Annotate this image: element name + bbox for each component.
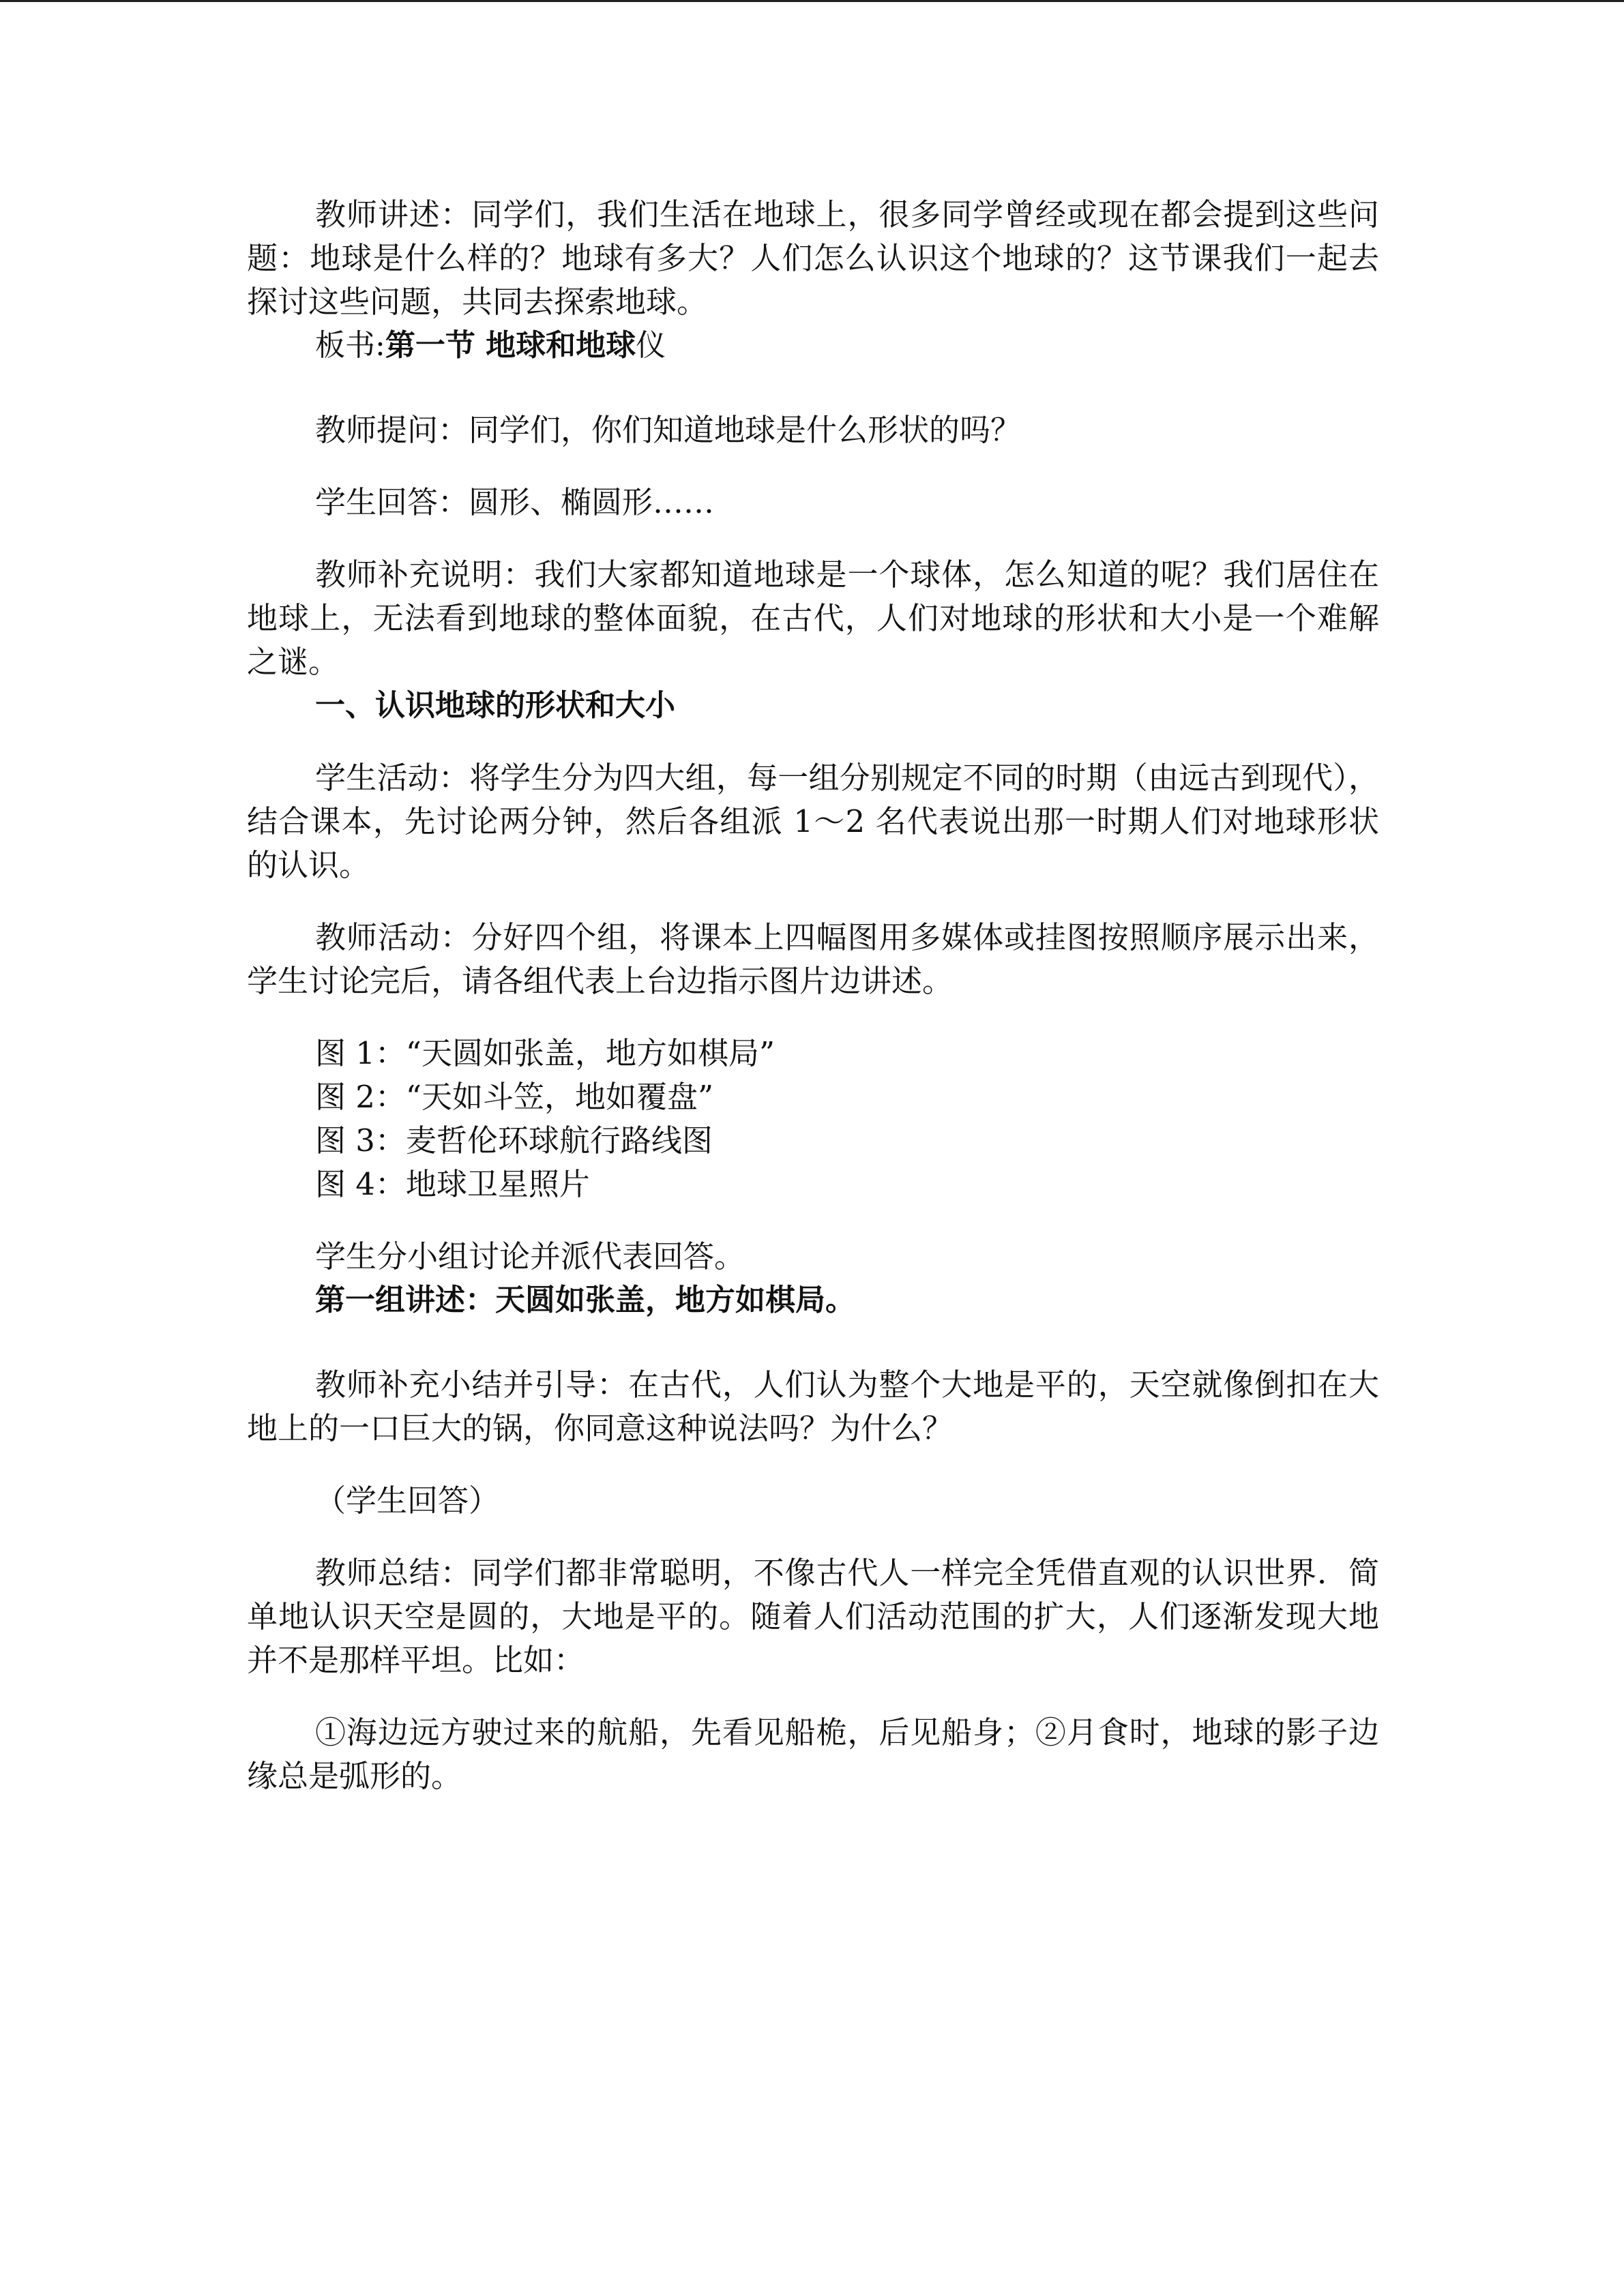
- paragraph-teacher-summary-guide: 教师补充小结并引导：在古代，人们认为整个大地是平的，天空就像倒扣在大地上的一口巨大的锅，你同意这种说法吗？为什么？: [247, 1367, 1379, 1446]
- paragraph-student-answer: 学生回答：圆形、椭圆形……: [315, 484, 715, 520]
- figure-list: [247, 1032, 1379, 1206]
- figure-item-4: 图 4：地球卫星照片: [315, 1166, 590, 1202]
- paragraph-student-response: （学生回答）: [315, 1482, 500, 1519]
- group1-label-a: 第一: [315, 1283, 375, 1317]
- board-heading: [247, 324, 1379, 368]
- paragraph-teacher-question: 教师提问：同学们，你们知道地球是什么形状的吗？: [315, 412, 1022, 448]
- page-top-border: [0, 0, 1624, 2]
- figure-item-3: 图 3：麦哲伦环球航行路线图: [315, 1122, 713, 1159]
- board-title: 第一节 地球和地球: [385, 328, 636, 363]
- group1-heading: [247, 1279, 1379, 1322]
- board-prefix: 板书:: [315, 328, 385, 363]
- paragraph-teacher-intro: 教师讲述：同学们，我们生活在地球上，很多同学曾经或现在都会提到这些问题：地球是什么样的？地球有多大？人们怎么认识这个地球的？这节课我们一起去探讨这些问题，共同去探索地球。: [247, 196, 1379, 320]
- board-suffix: 仪: [636, 328, 666, 363]
- paragraph-evidence: ①海边远方驶过来的航船，先看见船桅，后见船身；②月食时，地球的影子边缘总是弧形的。: [247, 1714, 1379, 1794]
- group1-label-b: 组讲述：: [375, 1283, 495, 1317]
- paragraph-group-discussion: 学生分小组讨论并派代表回答。: [315, 1238, 745, 1274]
- paragraph-teacher-activity: 教师活动：分好四个组，将课本上四幅图用多媒体或挂图按照顺序展示出来，学生讨论完后，请各组代表上台边指示图片边讲述。: [247, 919, 1379, 999]
- figure-item-1: 图 1：“天圆如张盖，地方如棋局”: [315, 1035, 775, 1071]
- paragraph-teacher-conclusion: 教师总结：同学们都非常聪明，不像古代人一样完全凭借直观的认识世界．简单地认识天空是圆的，大地是平的。随着人们活动范围的扩大，人们逐渐发现大地并不是那样平坦。比如：: [247, 1555, 1379, 1678]
- figure-item-2: 图 2：“天如斗笠，地如覆盘”: [315, 1079, 713, 1115]
- section-heading-shape-size: 一、认识地球的形状和大小: [315, 688, 675, 723]
- paragraph-teacher-supplement: 教师补充说明：我们大家都知道地球是一个球体，怎么知道的呢？我们居住在地球上，无法看到地球的整体面貌，在古代，人们对地球的形状和大小是一个难解之谜。: [247, 556, 1379, 680]
- paragraph-student-activity: 学生活动：将学生分为四大组，每一组分别规定不同的时期（由远古到现代），结合课本，先讨论两分钟，然后各组派 1～2 名代表说出那一时期人们对地球形状的认识。: [247, 760, 1379, 883]
- document-page: [247, 193, 1379, 1798]
- group1-label-c: 天圆如张盖，地方如棋局。: [495, 1283, 855, 1317]
